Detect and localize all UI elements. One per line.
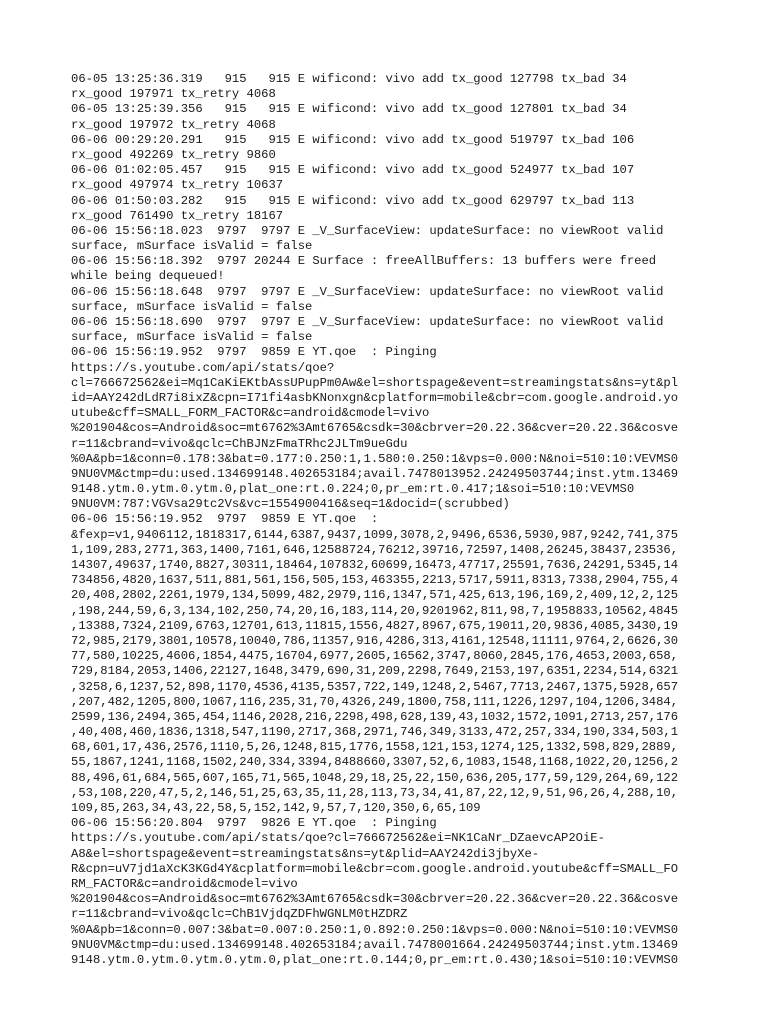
log-line: 9148.ytm.0.ytm.0.ytm.0,plat_one:rt.0.224;0,pr_em:rt.0.417;1&soi=510:10:VEVMS0 — [71, 482, 635, 497]
log-line: while being dequeued! — [71, 269, 225, 284]
log-line: 06-06 01:50:03.282 915 915 E wificond: vivo add tx_good 629797 tx_bad 113 — [71, 193, 635, 208]
log-line: rx_good 197971 tx_retry 4068 — [71, 87, 276, 102]
log-line: 77,580,10225,4606,1854,4475,16704,6977,2605,16562,3747,8060,2845,176,4653,2003,658, — [71, 649, 679, 664]
log-line: 1,109,283,2771,363,1400,7161,646,12588724,76212,39716,72597,1408,26245,38437,23536, — [71, 542, 679, 557]
log-line: ,40,408,460,1836,1318,547,1190,2717,368,2971,746,349,3133,472,257,334,190,334,503,1 — [71, 725, 679, 740]
log-line: 2599,136,2494,365,454,1146,2028,216,2298,498,628,139,43,1032,1572,1091,2713,257,176 — [71, 709, 679, 724]
log-line: ,13388,7324,2109,6763,12701,613,11815,1556,4827,8967,675,19011,20,9836,4085,3430,19 — [71, 618, 679, 633]
log-line: %0A&pb=1&conn=0.178:3&bat=0.177:0.250:1,1.580:0.250:1&vps=0.000:N&noi=510:10:VEVMS0 — [71, 451, 679, 466]
log-line: 9148.ytm.0.ytm.0.ytm.0.ytm.0,plat_one:rt.0.144;0,pr_em:rt.0.430;1&soi=510:10:VEVMS0 — [71, 952, 679, 967]
log-line: ,3258,6,1237,52,898,1170,4536,4135,5357,722,149,1248,2,5467,7713,2467,1375,5928,657 — [71, 679, 679, 694]
log-line: 06-06 15:56:18.648 9797 9797 E _V_SurfaceView: updateSurface: no viewRoot valid — [71, 284, 664, 299]
log-line: A8&el=shortspage&event=streamingstats&ns=yt&plid=AAY242di3jbyXe- — [71, 846, 540, 861]
log-line: 72,985,2179,3801,10578,10040,786,11357,916,4286,313,4161,12548,11111,9764,2,6626,30 — [71, 633, 679, 648]
log-line: ,198,244,59,6,3,134,102,250,74,20,16,183,114,20,9201962,811,98,7,1958833,10562,4845 — [71, 603, 679, 618]
log-line: surface, mSurface isValid = false — [71, 330, 313, 345]
log-line: 729,8184,2053,1406,22127,1648,3479,690,31,209,2298,7649,2153,197,6351,2234,514,6321 — [71, 664, 679, 679]
log-line: surface, mSurface isValid = false — [71, 239, 313, 254]
log-line: 06-06 15:56:18.392 9797 20244 E Surface : freeAllBuffers: 13 buffers were freed — [71, 254, 657, 269]
log-line: rx_good 761490 tx_retry 18167 — [71, 208, 284, 223]
log-line: 06-06 01:02:05.457 915 915 E wificond: vivo add tx_good 524977 tx_bad 107 — [71, 163, 635, 178]
log-line: utube&cff=SMALL_FORM_FACTOR&c=android&cmodel=vivo — [71, 406, 430, 421]
log-line: ,53,108,220,47,5,2,146,51,25,63,35,11,28,113,73,34,41,87,22,12,9,51,96,26,4,288,10, — [71, 785, 679, 800]
log-line: rx_good 497974 tx_retry 10637 — [71, 178, 284, 193]
log-line: 9NU0VM&ctmp=du:used.134699148.402653184;avail.7478013952.24249503744;inst.ytm.13469 — [71, 466, 679, 481]
log-line: 109,85,263,34,43,22,58,5,152,142,9,57,7,120,350,6,65,109 — [71, 801, 481, 815]
log-line: RM_FACTOR&c=android&cmodel=vivo — [71, 876, 298, 891]
log-line: rx_good 197972 tx_retry 4068 — [71, 117, 276, 132]
log-line: 06-06 15:56:18.023 9797 9797 E _V_SurfaceView: updateSurface: no viewRoot valid — [71, 223, 664, 238]
log-line: 734856,4820,1637,511,881,561,156,505,153,463355,2213,5717,5911,8313,7338,2904,755,4 — [71, 573, 679, 588]
log-line: %0A&pb=1&conn=0.007:3&bat=0.007:0.250:1,0.892:0.250:1&vps=0.000:N&noi=510:10:VEVMS0 — [71, 922, 679, 937]
log-text-block — [71, 72, 761, 968]
log-line: 9NU0VM&ctmp=du:used.134699148.402653184;avail.7478001664.24249503744;inst.ytm.13469 — [71, 937, 679, 952]
log-line: 06-06 15:56:19.952 9797 9859 E YT.qoe : Pinging — [71, 345, 437, 360]
log-line: 06-06 00:29:20.291 915 915 E wificond: vivo add tx_good 519797 tx_bad 106 — [71, 132, 635, 147]
log-line: cl=766672562&ei=Mq1CaKiEKtbAssUPupPm0Aw&el=shortspage&event=streamingstats&ns=yt&pl — [71, 375, 679, 390]
log-line: https://s.youtube.com/api/stats/qoe? — [71, 360, 335, 375]
log-line: rx_good 492269 tx_retry 9860 — [71, 147, 276, 162]
log-line: R&cpn=uV7jd1aXcK3KGd4Y&cplatform=mobile&cbr=com.google.android.youtube&cff=SMALL_FO — [71, 861, 679, 876]
log-line: 14307,49637,1740,8827,30311,18464,107832,60699,16473,47717,25591,7636,24291,5345,14 — [71, 558, 679, 572]
log-line: 06-05 13:25:39.356 915 915 E wificond: vivo add tx_good 127801 tx_bad 34 — [71, 102, 627, 117]
log-line: id=AAY242dLdR7i8ixZ&cpn=I71fi4asbKNonxgn&cplatform=mobile&cbr=com.google.android.yo — [71, 390, 679, 405]
log-line: r=11&cbrand=vivo&qclc=ChB1VjdqZDFhWGNLM0tHZDRZ — [71, 907, 408, 922]
log-line: 06-06 15:56:19.952 9797 9859 E YT.qoe : — [71, 512, 379, 527]
log-line: 06-06 15:56:18.690 9797 9797 E _V_SurfaceView: updateSurface: no viewRoot valid — [71, 315, 664, 329]
log-line: %201904&cos=Android&soc=mt6762%3Amt6765&csdk=30&cbrver=20.22.36&cver=20.22.36&cosve — [71, 892, 679, 907]
log-line: 88,496,61,684,565,607,165,71,565,1048,29,18,25,22,150,636,205,177,59,129,264,69,122 — [71, 770, 679, 785]
log-line: https://s.youtube.com/api/stats/qoe?cl=766672562&ei=NK1CaNr_DZaevcAP2OiE- — [71, 831, 605, 846]
log-line: surface, mSurface isValid = false — [71, 299, 313, 314]
log-line: ,207,482,1205,800,1067,116,235,31,70,4326,249,1800,758,111,1226,1297,104,1206,3484, — [71, 694, 679, 709]
log-line: 9NU0VM:787:VGVsa29tc2Vs&vc=1554900416&seq=1&docid=(scrubbed) — [71, 497, 510, 512]
log-line: 55,1867,1241,1168,1502,240,334,3394,8488660,3307,52,6,1083,1548,1168,1022,20,1256,2 — [71, 755, 679, 770]
log-line: &fexp=v1,9406112,1818317,6144,6387,9437,1099,3078,2,9496,6536,5930,987,9242,741,375 — [71, 527, 679, 542]
log-line: 06-06 15:56:20.804 9797 9826 E YT.qoe : Pinging — [71, 816, 437, 831]
log-line: 20,408,2802,2261,1979,134,5099,482,2979,116,1347,571,425,613,196,169,2,409,12,2,125 — [71, 588, 679, 603]
log-line: r=11&cbrand=vivo&qclc=ChBJNzFmaTRhc2JLTm9ueGdu — [71, 436, 408, 451]
log-line: 68,601,17,436,2576,1110,5,26,1248,815,1776,1558,121,153,1274,125,1332,598,829,2889, — [71, 740, 679, 755]
log-line: 06-05 13:25:36.319 915 915 E wificond: vivo add tx_good 127798 tx_bad 34 — [71, 72, 627, 86]
log-line: %201904&cos=Android&soc=mt6762%3Amt6765&csdk=30&cbrver=20.22.36&cver=20.22.36&cosve — [71, 421, 679, 436]
